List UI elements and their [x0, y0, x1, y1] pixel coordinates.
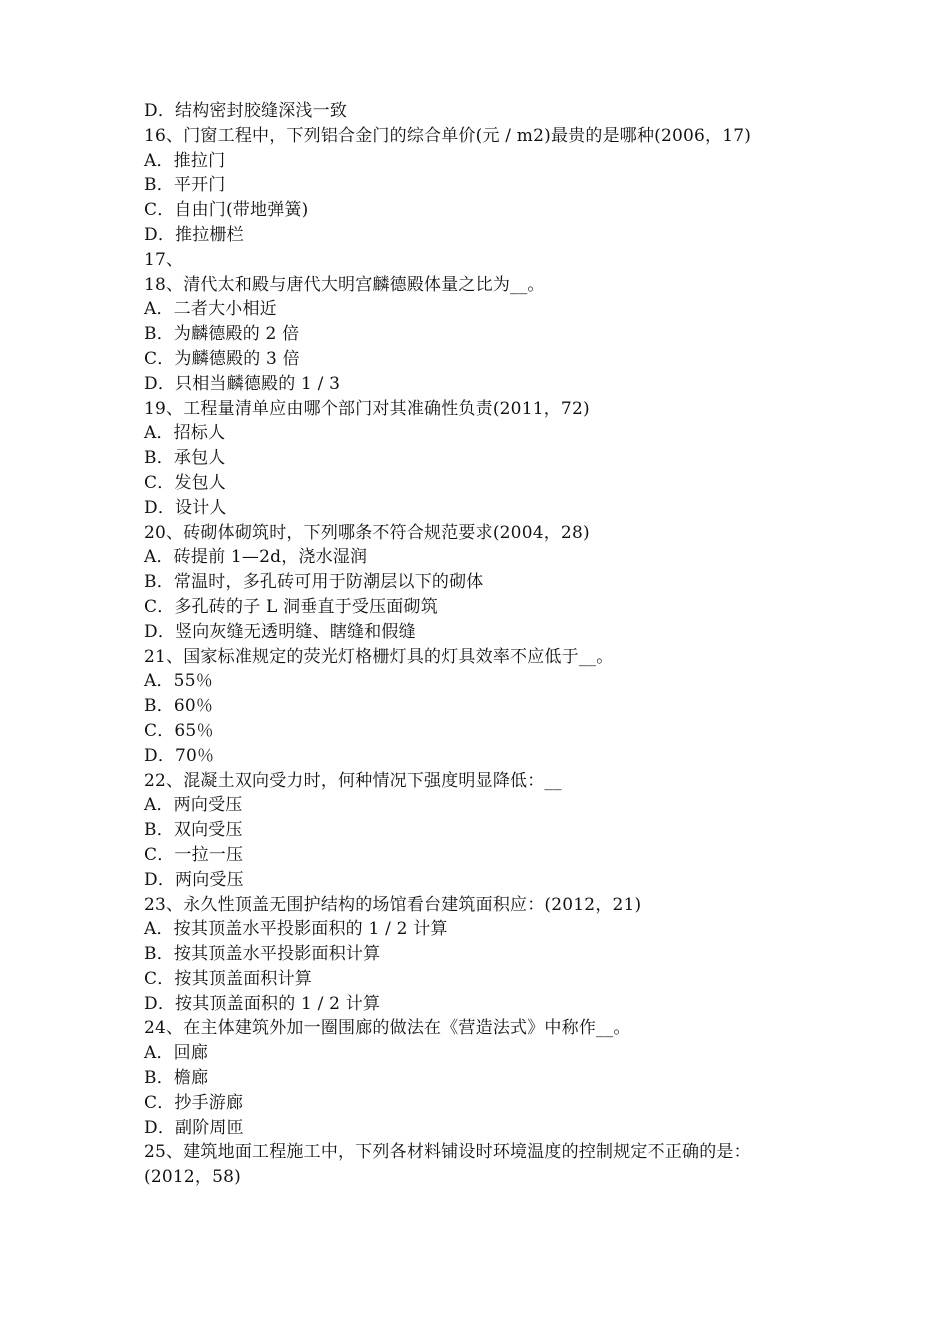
option-line: A．推拉门 — [144, 150, 226, 171]
option-line: C．为麟德殿的 3 倍 — [144, 348, 300, 369]
option-line: A．55％ — [144, 671, 213, 692]
option-line: A．二者大小相近 — [144, 299, 277, 320]
question-line: 21、国家标准规定的荧光灯格栅灯具的灯具效率不应低于__。 — [144, 646, 614, 667]
option-line: B．60％ — [144, 696, 214, 717]
question-line: 17、 — [144, 249, 184, 270]
option-line: D．两向受压 — [144, 869, 244, 890]
option-line: D．竖向灰缝无透明缝、瞎缝和假缝 — [144, 621, 416, 642]
option-line: D．结构密封胶缝深浅一致 — [144, 101, 348, 121]
option-line: C．按其顶盖面积计算 — [144, 968, 313, 989]
option-line: D．设计人 — [144, 497, 227, 518]
option-line: B．按其顶盖水平投影面积计算 — [144, 944, 381, 965]
option-line: D．副阶周匝 — [144, 1117, 244, 1138]
option-line: D．按其顶盖面积的 1 / 2 计算 — [144, 993, 381, 1014]
option-line: A．两向受压 — [144, 795, 243, 816]
question-line: 18、清代太和殿与唐代大明宫麟德殿体量之比为__。 — [144, 274, 545, 295]
question-list — [144, 99, 814, 1190]
option-line: C．自由门(带地弹簧) — [144, 200, 309, 221]
option-line: C．多孔砖的子 L 洞垂直于受压面砌筑 — [144, 596, 438, 617]
option-line: B．承包人 — [144, 448, 226, 469]
option-line: D．只相当麟德殿的 1 / 3 — [144, 373, 341, 394]
question-line: 23、永久性顶盖无围护结构的场馆看台建筑面积应：(2012，21) — [144, 894, 642, 915]
question-line-continued: (2012，58) — [144, 1167, 241, 1188]
option-line: D．70％ — [144, 745, 215, 766]
option-line: A．招标人 — [144, 423, 226, 444]
question-line: 25、建筑地面工程施工中，下列各材料铺设时环境温度的控制规定不正确的是： — [144, 1142, 751, 1163]
option-line: A．按其顶盖水平投影面积的 1 / 2 计算 — [144, 919, 448, 940]
option-line: C．发包人 — [144, 472, 227, 493]
question-line: 22、混凝土双向受力时，何种情况下强度明显降低：__ — [144, 770, 562, 791]
option-line: C．抄手游廊 — [144, 1092, 244, 1113]
option-line: D．推拉栅栏 — [144, 224, 244, 245]
option-line: B．为麟德殿的 2 倍 — [144, 324, 300, 345]
option-line: A．回廊 — [144, 1043, 209, 1064]
option-line: B．常温时，多孔砖可用于防潮层以下的砌体 — [144, 572, 484, 593]
option-line: B．檐廊 — [144, 1068, 209, 1089]
option-line: A．砖提前 1—2d，浇水湿润 — [144, 547, 368, 568]
option-line: C．65％ — [144, 720, 214, 741]
option-line: C．一拉一压 — [144, 844, 244, 865]
question-line: 19、工程量清单应由哪个部门对其准确性负责(2011，72) — [144, 398, 590, 419]
question-line: 24、在主体建筑外加一圈围廊的做法在《营造法式》中称作__。 — [144, 1018, 631, 1039]
option-line: B．双向受压 — [144, 820, 243, 841]
option-line: B．平开门 — [144, 175, 226, 196]
question-line: 20、砖砌体砌筑时，下列哪条不符合规范要求(2004，28) — [144, 522, 590, 543]
question-line: 16、门窗工程中，下列铝合金门的综合单价(元 / m2)最贵的是哪种(2006，17) — [144, 125, 752, 146]
